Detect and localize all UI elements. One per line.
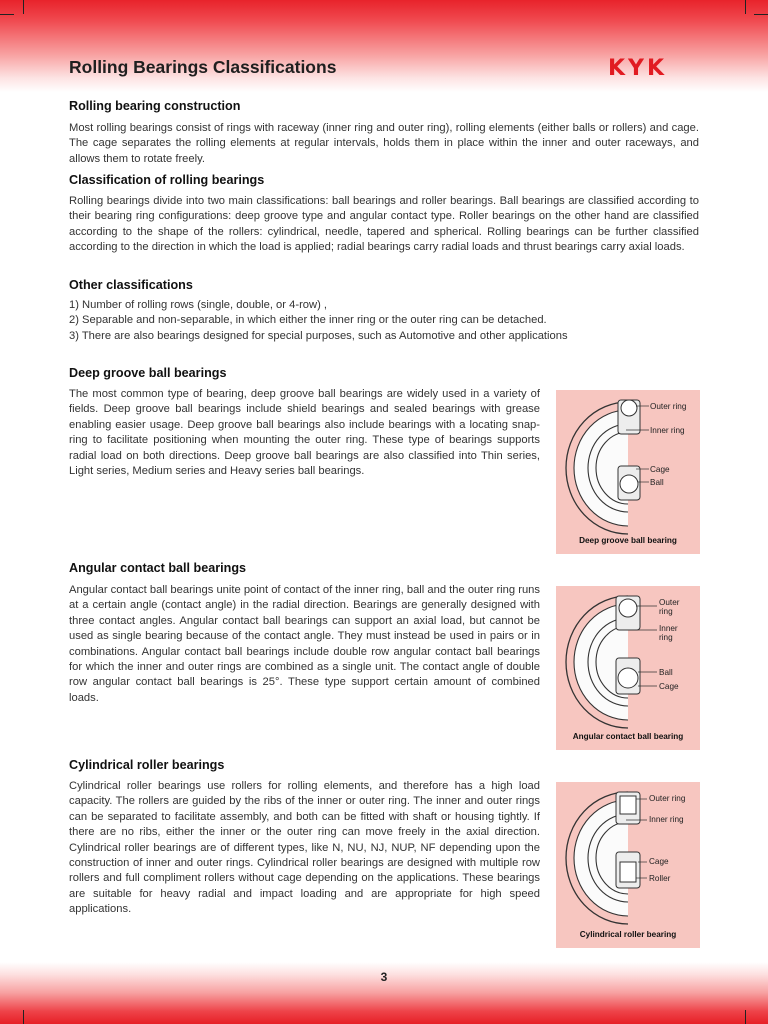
figure-label: Cage — [650, 465, 670, 474]
figure-angular-contact-ball-bearing — [556, 586, 700, 750]
list-item: 1) Number of rolling rows (single, double, or 4-row) , — [69, 299, 328, 311]
figure-cylindrical-roller-bearing — [556, 782, 700, 948]
figure-label: Outer ring — [649, 794, 686, 803]
crop-mark — [745, 1010, 746, 1024]
figure-label: Outer ring — [659, 598, 680, 616]
figure-caption: Cylindrical roller bearing — [579, 930, 677, 939]
crop-mark — [23, 0, 24, 14]
figure-deep-groove-ball-bearing — [556, 390, 700, 554]
figure-label: Inner ring — [649, 815, 684, 824]
bearing-illustration — [556, 782, 700, 948]
figure-label: Cage — [649, 857, 669, 866]
crop-mark — [0, 14, 14, 15]
section-text-classification: Rolling bearings divide into two main classifications: ball bearings and roller bearings. Ball bearings are classified according to their bearing ring configurations: deep groove type and angular contact type. Roller bearings on the other hand are classified according to the shape of the rollers: cylindrical, needle, tapered and spherical. Rolling bearings can be further classified according to the direction in which the load is applied; radial bearings carry radial loads and thrust bearings carry axial loads. — [69, 195, 699, 254]
list-item: 2) Separable and non-separable, in which either the inner ring or the outer ring can be detached. — [69, 314, 547, 327]
section-heading-angular: Angular contact ball bearings — [69, 561, 247, 575]
figure-label: Cage — [659, 682, 679, 691]
crop-mark — [745, 0, 746, 14]
figure-caption: Angular contact ball bearing — [572, 732, 684, 741]
crop-mark — [754, 14, 768, 15]
page-number: 3 — [380, 970, 388, 984]
figure-label: Ball — [650, 478, 664, 487]
figure-label: Ball — [659, 668, 673, 677]
figure-label: Inner ring — [650, 426, 685, 435]
figure-label: Inner ring — [659, 624, 678, 642]
page-title: Rolling Bearings Classifications — [69, 57, 337, 77]
other-classifications-list — [69, 298, 669, 344]
section-text-construction: Most rolling bearings consist of rings with raceway (inner ring and outer ring), rolling elements (either balls or rollers) and cage. The cage separates the rolling elements at regular intervals, holds them in place within the inner and outer raceways, and allows them to rotate freely. — [69, 122, 699, 165]
section-heading-cylindrical: Cylindrical roller bearings — [69, 758, 225, 772]
section-heading-construction: Rolling bearing construction — [69, 99, 241, 113]
brand-logo: KYK — [608, 56, 668, 81]
section-heading-other: Other classifications — [69, 278, 193, 292]
section-text-deep-groove: The most common type of bearing, deep groove ball bearings are widely used in a variety of fields. Deep groove ball bearings include shield bearings and sealed bearings with grease enabling easier usage. Deep groove ball bearings also include bearings with a locating snap-ring to facilitate positioning when mounting the outer ring. These type of bearings supports radial load on both directions. Deep groove ball bearings are also classified into Thin series, Light series, Medium series and Heavy series ball bearings. — [69, 388, 540, 478]
list-item: 3) There are also bearings designed for special purposes, such as Automotive and other applications — [69, 329, 568, 342]
section-heading-deep-groove: Deep groove ball bearings — [69, 366, 227, 380]
section-heading-classification: Classification of rolling bearings — [69, 173, 265, 187]
crop-mark — [23, 1010, 24, 1024]
figure-label: Roller — [649, 874, 671, 883]
figure-caption: Deep groove ball bearing — [579, 536, 677, 545]
section-text-angular: Angular contact ball bearings unite point of contact of the inner ring, ball and the outer ring runs at a certain angle (contact angle) in the radial direction. Bearings are generally designed with three contact angles. Angular contact ball bearings can support an axial load, but cannot be used as single bearing because of the contact angle. They must instead be used in pairs or in combinations. Angular contact ball bearings include double row angular contact ball bearings for which the inner and outer rings are combined as a single unit. The contact angle of double row angular contact ball bearings is 25°. These type support certain amount of combined loads. — [69, 584, 540, 704]
section-text-cylindrical: Cylindrical roller bearings use rollers for rolling elements, and therefore has a high load capacity. The rollers are guided by the ribs of the inner or outer ring. The inner and outer rings can be separated to facilitate assembly, and both can be fitted with shaft or housing tightly. If there are no ribs, either the inner or the outer ring can move freely in the axial direction. Cylindrical roller bearings are of different types, like N, NU, NJ, NUP, NF depending upon the construction of inner and outer rings. Cylindrical roller bearings are designed with multiple row rollers and full compliment rollers without cage depending on the applications. These bearings are suitable for heavy radial and impact loading and are appropriate for high speed applications. — [69, 780, 540, 916]
bearing-illustration — [556, 390, 700, 554]
figure-label: Outer ring — [650, 402, 687, 411]
